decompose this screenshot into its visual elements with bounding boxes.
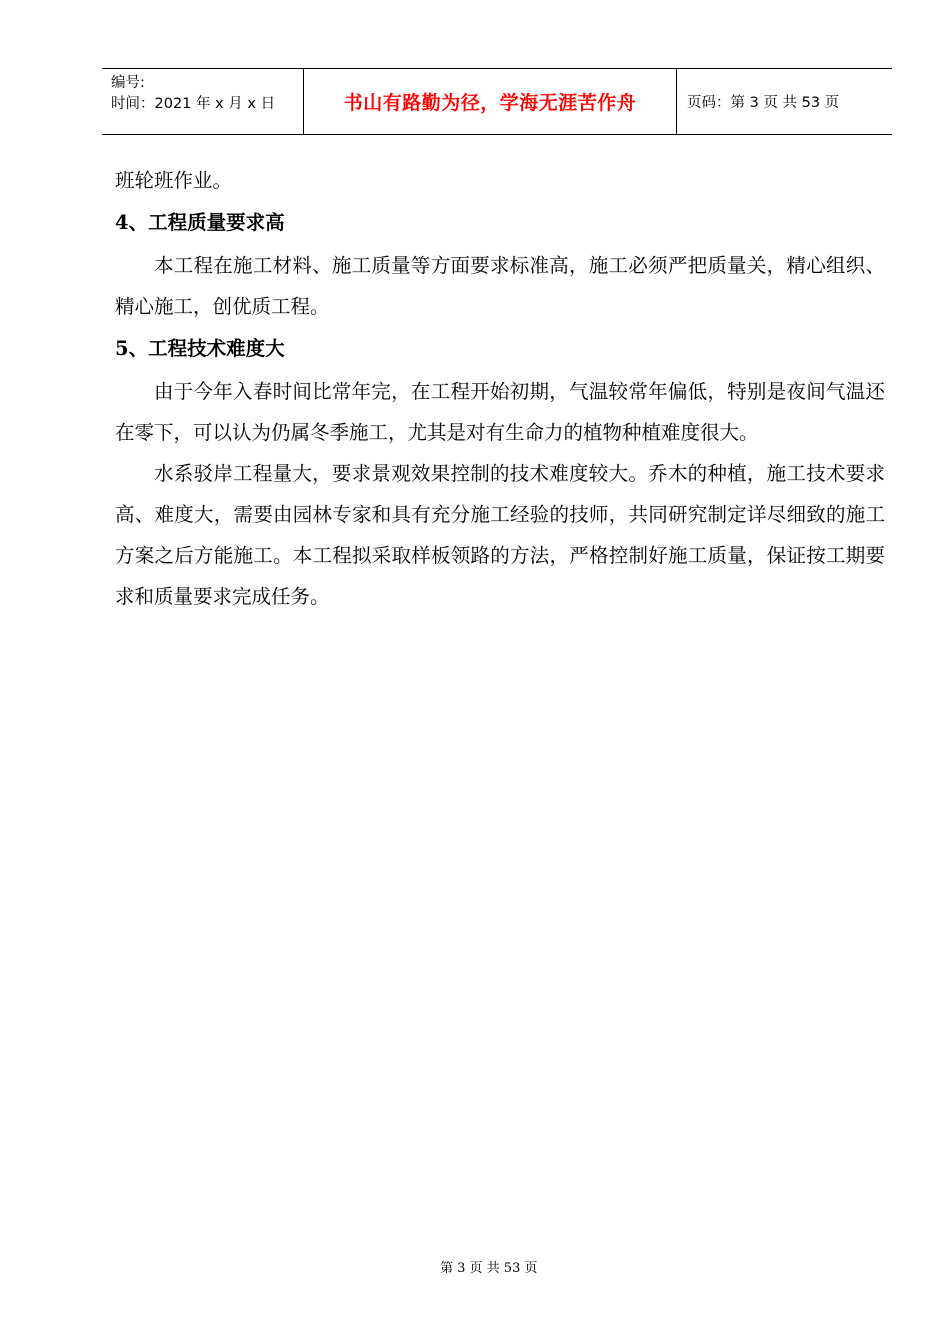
paragraph-continuation: 班轮班作业。 [115, 169, 233, 192]
footer-page-number: 第 3 页 共 53 页 [440, 1261, 538, 1276]
header-page-info [677, 69, 892, 134]
paragraph-quality: 本工程在施工材料、施工质量等方面要求标准高，施工必须严把质量关，精心组织、精心施工，创优质工程。 [115, 254, 885, 318]
document-body [115, 160, 885, 617]
header-page-label: 页码：第 3 页 共 53 页 [687, 95, 840, 111]
header-motto [304, 69, 677, 134]
paragraph-difficulty: 由于今年入春时间比常年完，在工程开始初期，气温较常年偏低，特别是夜间气温还在零下，可以认为仍属冬季施工，尤其是对有生命力的植物种植难度很大。 [115, 380, 885, 444]
paragraph-technique: 水系驳岸工程量大，要求景观效果控制的技术难度较大。乔木的种植，施工技术要求高、难度大，需要由园林专家和具有充分施工经验的技师，共同研究制定详尽细致的施工方案之后方能施工。本工程拟采取样板领路的方法，严格控制好施工质量，保证按工期要求和质量要求完成任务。 [115, 462, 885, 608]
page-footer [0, 1257, 950, 1276]
page-header [102, 68, 892, 135]
section-heading-4: 4、工程质量要求高 [115, 211, 285, 234]
section-heading-5: 5、工程技术难度大 [115, 337, 285, 360]
header-meta [102, 69, 304, 134]
document-time-label: 时间：2021 年 x 月 x 日 [111, 96, 276, 112]
document-number-label: 编号: [111, 75, 145, 91]
motto-text: 书山有路勤为径，学海无涯苦作舟 [343, 92, 637, 114]
